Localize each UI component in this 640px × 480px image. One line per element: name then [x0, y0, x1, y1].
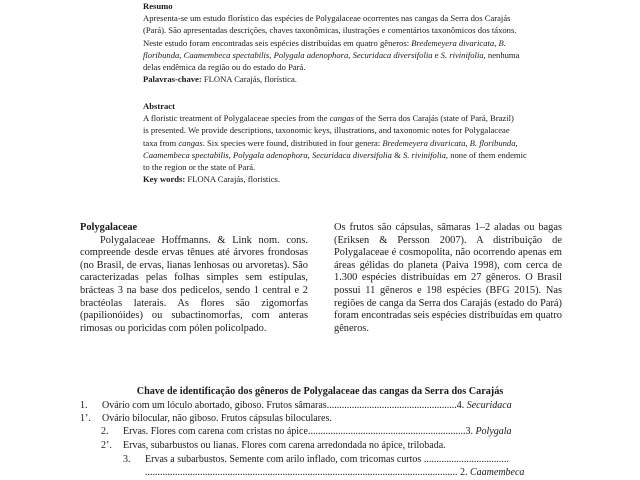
abstract-heading: Abstract: [143, 101, 175, 111]
key-line: 2’. Ervas, subarbustos ou lianas. Flores com carena arredondada no ápice, trilobada.: [101, 440, 446, 451]
abstract-keywords: Key words: FLONA Carajás, floristics.: [143, 174, 281, 185]
abstract-line: to the region or the state of Pará.: [143, 162, 256, 173]
abstract-line: is presented. We provide descriptions, taxonomic keys, illustrations, and taxonomic notes for Polygalaceae: [143, 125, 510, 136]
body-paragraph: Os frutos são cápsulas, sâmaras 1–2 aladas ou bagas (Eriksen & Persson 2007). A distribuição de Polygalaceae é cosmopolita, não ocorrendo apenas em áreas gélidas do planeta (Paiva 1998), com cerca de 1.300 espécies distribuídas em 27 gêneros. O Brasil possui 11 gêneros e 198 espécies (BFG 2015). Nas regiões de canga da Serra dos Carajás (estado do Pará) foram encontradas seis espécies distribuídas em quatro gêneros.: [334, 222, 562, 334]
key-line: 1’. Ovário bilocular, não giboso. Frutos cápsulas biloculares.: [80, 413, 332, 424]
abstract-line: Caamembeca spectabilis, Polygala adenophora, Securidaca diversifolia & S. rivinifolia, none of them endemic: [143, 149, 527, 160]
resumo-line: Neste estudo foram encontradas seis espécies distribuídas em quatro gêneros: Bredemeyera divaricata, B.: [143, 37, 506, 48]
key-line: 3. Ervas a subarbustos. Semente com arilo inflado, com tricomas curtos ..................................: [123, 454, 509, 465]
abstract-line: taxa from cangas. Six species were found, distributed in four genera: Bredemeyera divaricata, B. floribunda,: [143, 137, 518, 148]
key-line: 2. Ervas. Flores com carena com cristas no ápice...............................................................3. Polygala: [101, 426, 512, 437]
resumo-keywords: Palavras-chave: FLONA Carajás, florística.: [143, 74, 297, 85]
resumo-line: Apresenta-se um estudo florístico das espécies de Polygalaceae ocorrentes nas cangas da Serra dos Carajás: [143, 13, 511, 24]
body-paragraph: Polygalaceae Hoffmanns. & Link nom. cons. compreende desde ervas tênues até árvores frondosas (no Brasil, de ervas, lianas lenhosas ou arvoretas). São caracterizadas pelas folhas simples sem estípulas, brácteas 3 na base dos pedicelos, sendo 1 central e 2 bractéolas laterais. As flores são zigomorfas (papilionóides) ou subactinomorfas, com anteras rimosas ou poricidas com pólen policolpado.: [80, 234, 308, 334]
key-title: Chave de identificação dos gêneros de Polygalaceae das cangas da Serra dos Carajás: [136, 386, 504, 397]
left-column: [80, 222, 308, 335]
abstract-section: [143, 100, 563, 185]
key-line: 1. Ovário com um lóculo abortado, giboso. Frutos sâmaras....................................................4. Securidaca: [80, 400, 512, 411]
resumo-heading: Resumo: [143, 1, 173, 11]
resumo-line: (Pará). São apresentadas descrições, chaves taxonômicas, ilustrações e comentários taxonômicos dos táxons.: [143, 25, 517, 36]
abstract-line: A floristic treatment of Polygalaceae species from the cangas of the Serra dos Carajás (state of Pará, Brazil): [143, 113, 514, 124]
right-column: [334, 222, 562, 335]
key-line: ............................................................................................................................. 2. Caamembeca: [145, 467, 525, 478]
resumo-line: floribunda, Caamembeca spectabilis, Polygala adenophora, Securidaca diversifolia e S. rivinifolia, nenhuma: [143, 49, 520, 60]
resumo-line: delas endêmica da região ou do estado do Pará.: [143, 62, 306, 73]
section-heading: Polygalaceae: [80, 222, 138, 233]
resumo-section: [143, 0, 563, 85]
